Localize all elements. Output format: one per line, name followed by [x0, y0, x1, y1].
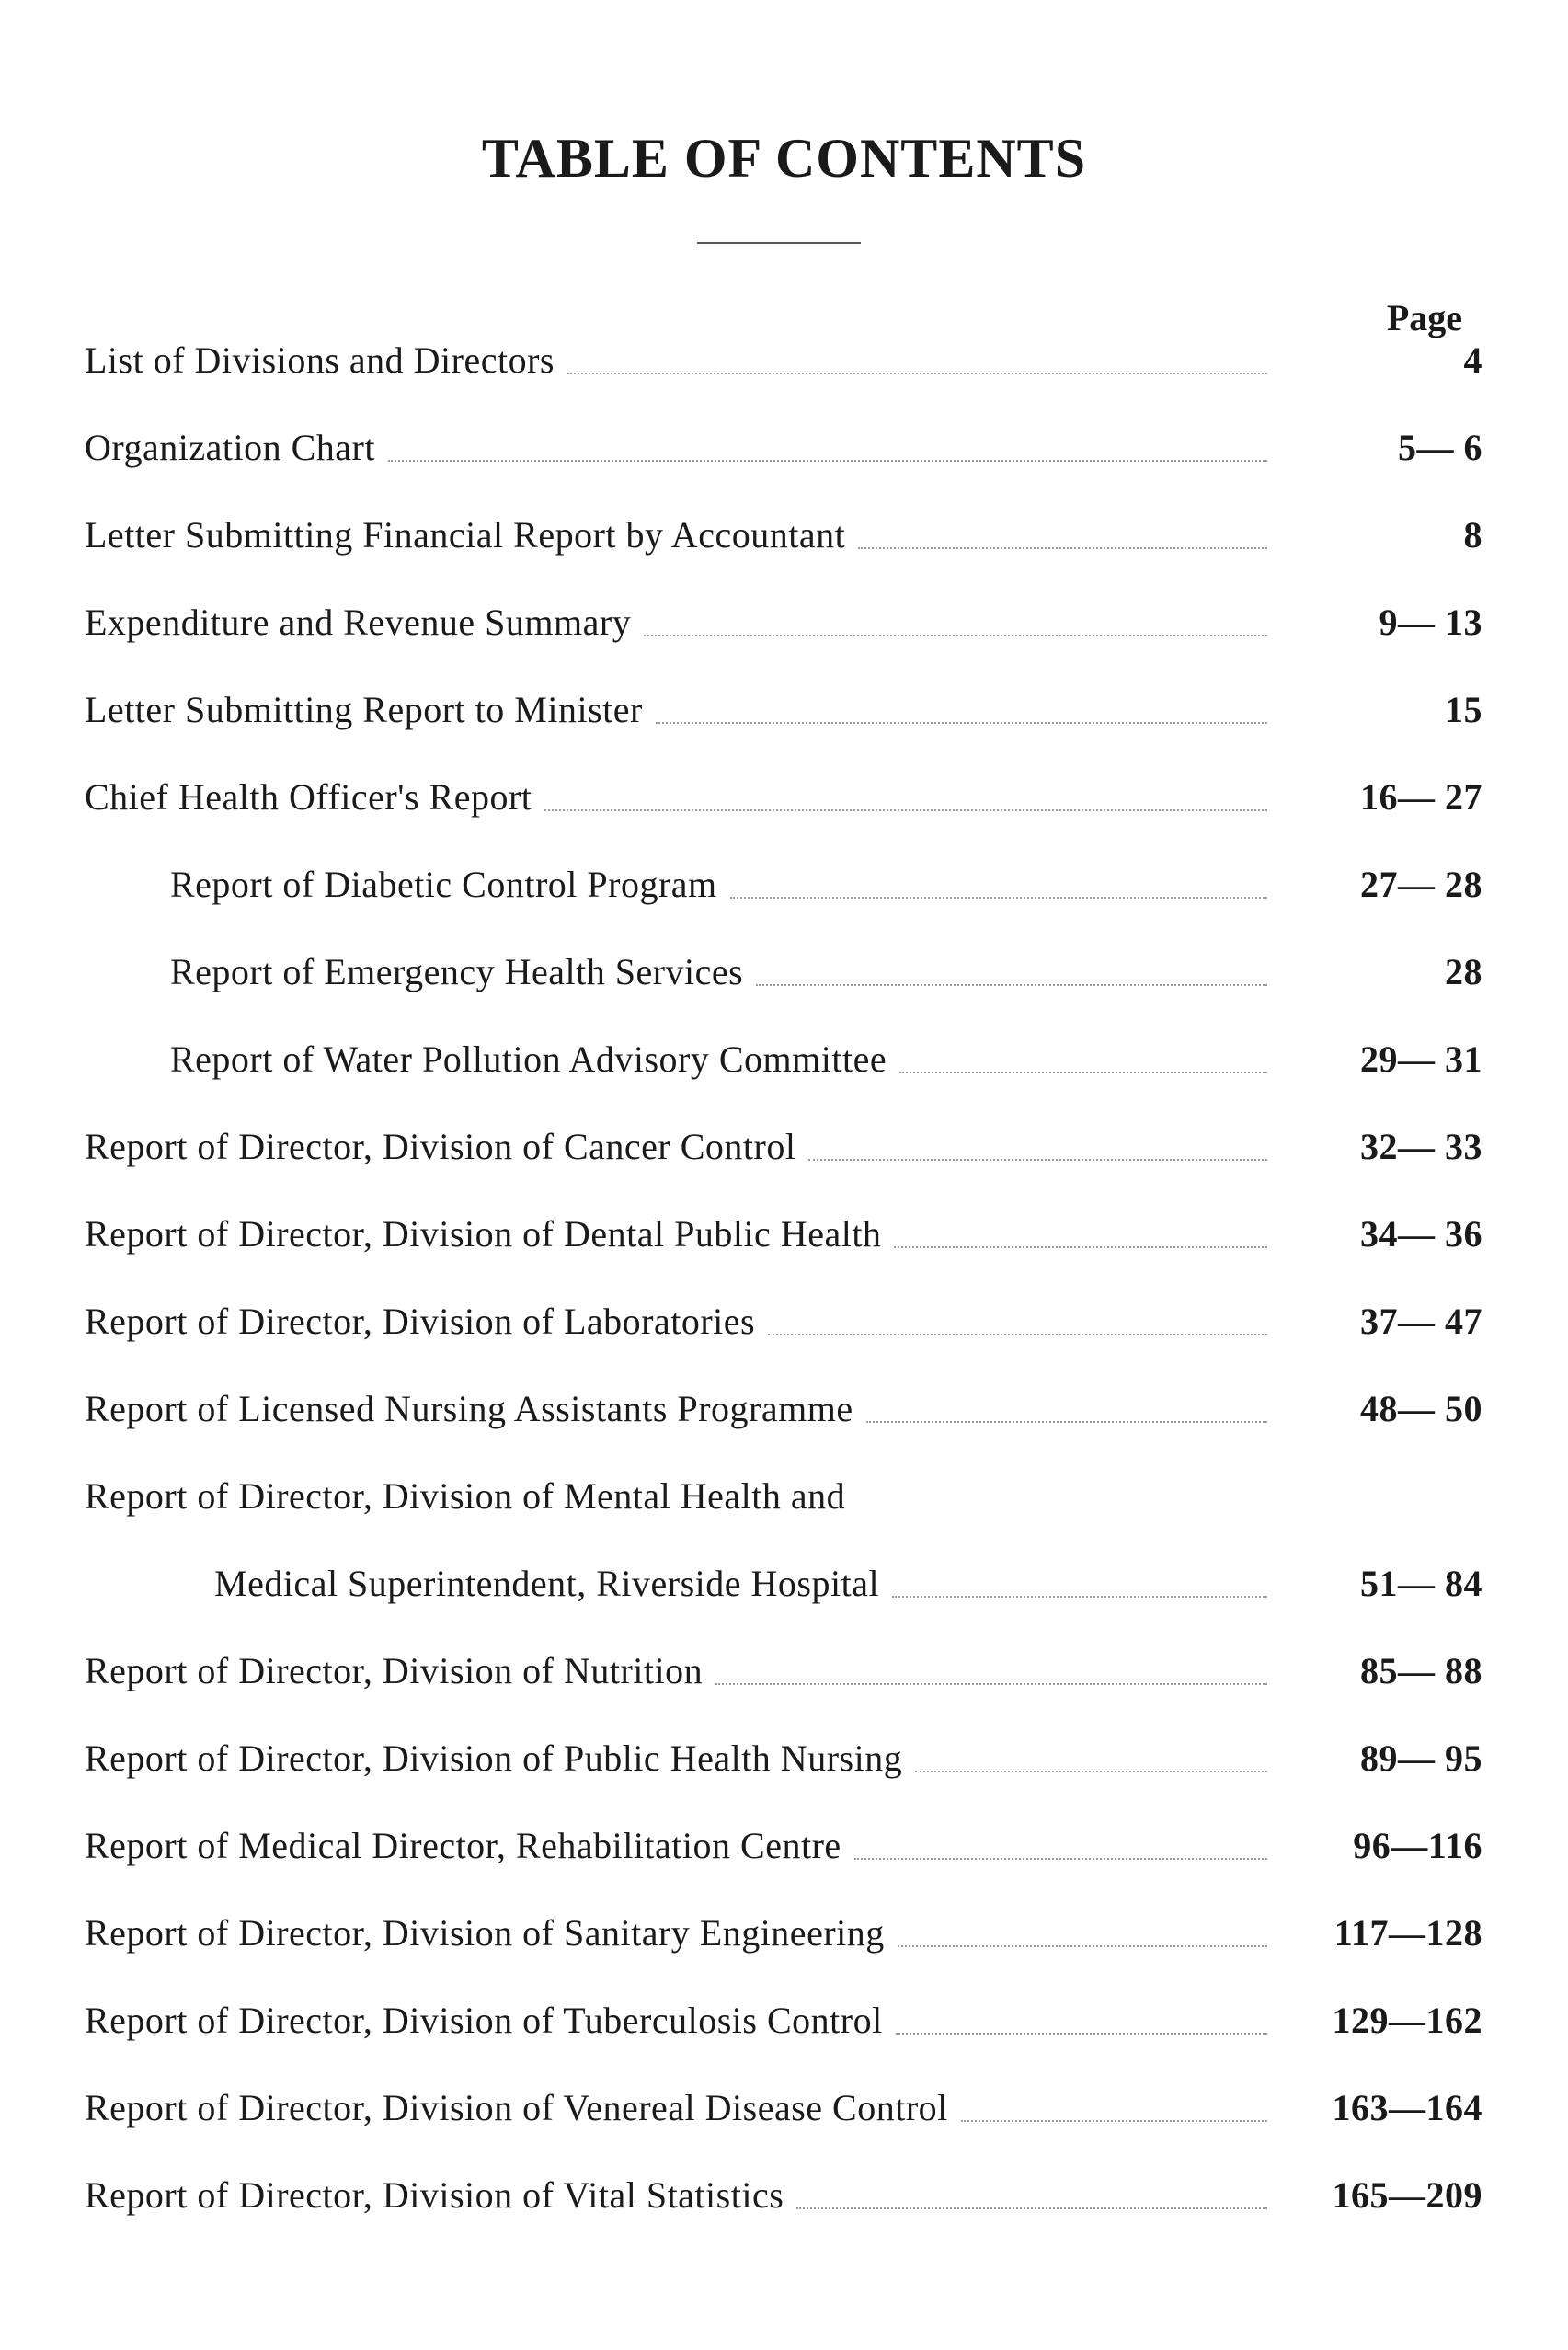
toc-entry [85, 1300, 1482, 1351]
toc-entry-label: Letter Submitting Report to Minister [85, 689, 643, 730]
toc-entry-label: Report of Director, Division of Tuberculosis Control [85, 2000, 883, 2041]
toc-entry-label: Organization Chart [85, 427, 375, 468]
dot-leader [715, 1683, 1267, 1685]
toc-entry-label: Report of Director, Division of Mental Health and [85, 1475, 846, 1517]
dot-leader [961, 2120, 1267, 2122]
toc-entry-label: Report of Diabetic Control Program [170, 864, 717, 905]
toc-entry-pages: 9— 13 [1379, 602, 1482, 643]
dot-leader [388, 460, 1267, 462]
toc-entry-label: Chief Health Officer's Report [85, 776, 532, 818]
toc-entry-label: Report of Director, Division of Cancer Control [85, 1126, 796, 1167]
toc-entry-label: Report of Licensed Nursing Assistants Programme [85, 1388, 853, 1429]
toc-entry [85, 1999, 1482, 2050]
dot-leader [854, 1858, 1267, 1860]
toc-entry [85, 1474, 1482, 1526]
dot-leader [756, 984, 1267, 986]
toc-entry-label: Report of Director, Division of Laboratories [85, 1301, 756, 1342]
toc-entry-label: List of Divisions and Directors [85, 339, 555, 381]
toc-entry [85, 1387, 1482, 1439]
toc-entry-label: Report of Director, Division of Sanitary Engineering [85, 1912, 885, 1954]
toc-entry-label: Letter Submitting Financial Report by Accountant [85, 514, 846, 556]
toc-entry [85, 2173, 1482, 2225]
toc-entry [85, 2086, 1482, 2138]
toc-entry-pages: 37— 47 [1360, 1301, 1482, 1342]
dot-leader [796, 2207, 1267, 2209]
toc-subentry [170, 863, 1482, 914]
toc-entry-pages: 163—164 [1332, 2087, 1482, 2128]
toc-entry [85, 426, 1482, 477]
dot-leader [656, 722, 1267, 724]
toc-entry [85, 1737, 1482, 1788]
dot-leader [866, 1421, 1267, 1423]
toc-entry [85, 601, 1482, 652]
toc-entry-pages: 15 [1445, 689, 1482, 730]
toc-subentry [170, 950, 1482, 1002]
toc-subentry [170, 1037, 1482, 1089]
toc-entry-label: Expenditure and Revenue Summary [85, 602, 632, 643]
toc-entry [85, 1649, 1482, 1701]
toc-entry [85, 513, 1482, 565]
dot-leader [898, 1945, 1267, 1947]
toc-entry-pages: 85— 88 [1360, 1650, 1482, 1691]
toc-entry [85, 338, 1482, 390]
toc-entry-label: Report of Emergency Health Services [170, 951, 744, 992]
toc-entry-label: Report of Medical Director, Rehabilitation Centre [85, 1825, 841, 1866]
toc-entry-pages: 27— 28 [1360, 864, 1482, 905]
dot-leader [896, 2033, 1267, 2035]
toc-entry-label: Report of Director, Division of Nutrition [85, 1650, 704, 1691]
toc-entry-label: Report of Director, Division of Vital Statistics [85, 2174, 784, 2216]
toc-entry [85, 775, 1482, 827]
toc-entry [85, 1824, 1482, 1875]
toc-entry-label: Report of Director, Division of Dental Public Health [85, 1213, 882, 1255]
dot-leader [915, 1771, 1267, 1772]
dot-leader [858, 547, 1267, 549]
toc-entry-pages: 117—128 [1333, 1912, 1482, 1954]
toc-entry-label: Report of Director, Division of Venereal Disease Control [85, 2087, 948, 2128]
toc-entry [85, 1911, 1482, 1963]
dot-leader [567, 373, 1267, 374]
dot-leader [544, 809, 1267, 811]
toc-entry-pages: 8 [1463, 514, 1482, 556]
toc-entry-label: Report of Director, Division of Public Health Nursing [85, 1737, 903, 1779]
toc-entry-pages: 32— 33 [1360, 1126, 1482, 1167]
dot-leader [768, 1334, 1267, 1335]
toc-entry [85, 688, 1482, 739]
toc-entry-pages: 51— 84 [1360, 1563, 1482, 1604]
toc-entry-label: Report of Water Pollution Advisory Committee [170, 1038, 887, 1080]
toc-entry-pages: 34— 36 [1360, 1213, 1482, 1255]
page-column-header: Page [1386, 297, 1462, 338]
toc-entry-continuation [214, 1562, 1482, 1613]
toc-entry [85, 1125, 1482, 1176]
toc-entry-pages: 165—209 [1332, 2174, 1482, 2216]
dot-leader [899, 1072, 1267, 1073]
toc-entry-pages: 16— 27 [1360, 776, 1482, 818]
toc-entry-pages: 28 [1445, 951, 1482, 992]
toc-entry-pages: 96—116 [1353, 1825, 1482, 1866]
dot-leader [894, 1246, 1267, 1248]
toc-entry-pages: 29— 31 [1360, 1038, 1482, 1080]
toc-entry [85, 1212, 1482, 1264]
toc-entry-pages: 89— 95 [1360, 1737, 1482, 1779]
dot-leader [730, 897, 1267, 899]
toc-entry-pages: 5— 6 [1398, 427, 1482, 468]
page-title: TABLE OF CONTENTS [481, 128, 1087, 189]
dot-leader [892, 1596, 1267, 1598]
dot-leader [808, 1159, 1267, 1161]
toc-entry-pages: 129—162 [1332, 2000, 1482, 2041]
toc-entry-label: Medical Superintendent, Riverside Hospital [214, 1563, 880, 1604]
toc-entry-pages: 4 [1463, 339, 1482, 381]
toc-entry-pages: 48— 50 [1360, 1388, 1482, 1429]
dot-leader [644, 635, 1267, 636]
